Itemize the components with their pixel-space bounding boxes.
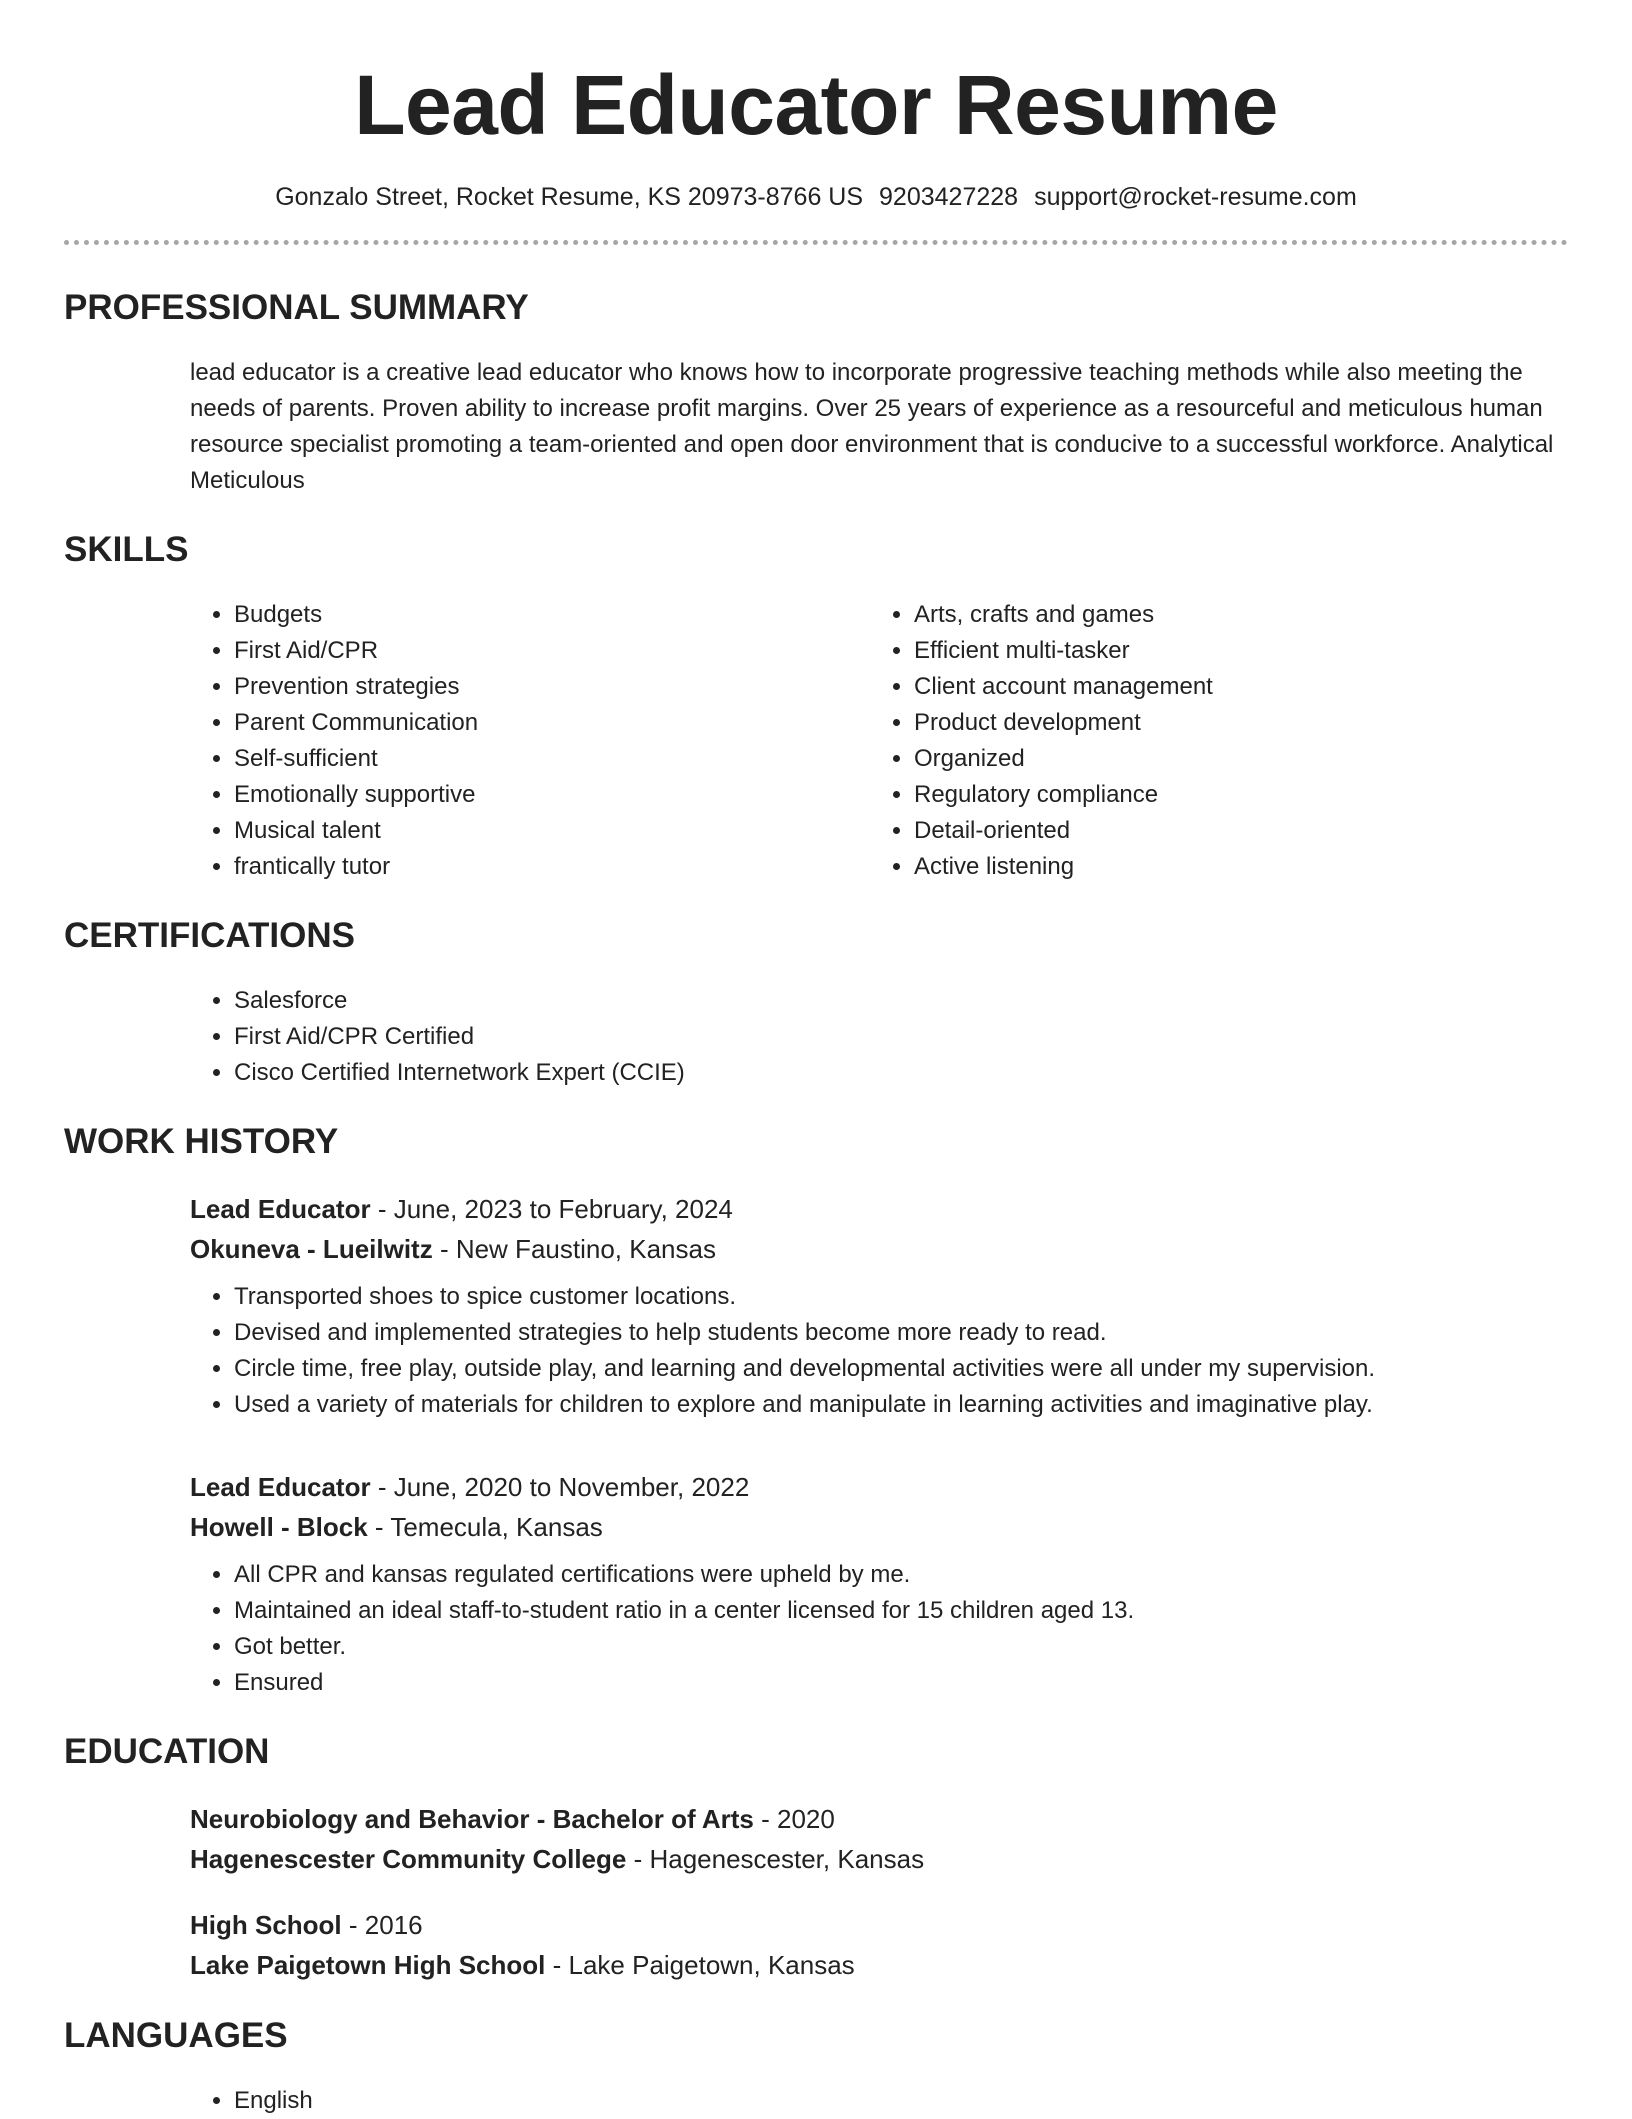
job-title: Lead Educator	[190, 1472, 371, 1502]
list-item: • Emotionally supportive	[234, 777, 870, 813]
list-item: • Devised and implemented strategies to help students become more ready to read.	[234, 1315, 1568, 1351]
education-entry	[190, 1799, 1568, 1879]
job-company: Okuneva - Lueilwitz	[190, 1234, 433, 1264]
list-item: • Cisco Certified Internetwork Expert (CCIE)	[234, 1055, 1568, 1091]
work-history-section	[64, 1121, 1568, 1701]
education-degree-line	[190, 1799, 1568, 1839]
job-title: Lead Educator	[190, 1194, 371, 1224]
languages-section	[64, 2015, 1568, 2119]
job-dates: - June, 2023 to February, 2024	[370, 1194, 733, 1224]
list-item: • Efficient multi-tasker	[914, 633, 1550, 669]
skills-section	[64, 529, 1568, 885]
list-item: • Budgets	[234, 597, 870, 633]
education-year: - 2016	[341, 1910, 423, 1940]
summary-section	[64, 287, 1568, 499]
list-item: • Parent Communication	[234, 705, 870, 741]
list-item: • Client account management	[914, 669, 1550, 705]
list-item: • Arts, crafts and games	[914, 597, 1550, 633]
certifications-heading: CERTIFICATIONS	[64, 916, 356, 955]
languages-body	[64, 2083, 1568, 2119]
work-history-heading: WORK HISTORY	[64, 1122, 339, 1161]
contact-line	[64, 182, 1568, 212]
education-school-line	[190, 1839, 1568, 1879]
certifications-body	[64, 983, 1568, 1091]
certifications-list	[190, 983, 1568, 1091]
job-title-line	[190, 1467, 1568, 1507]
education-entry	[190, 1905, 1568, 1985]
list-item: • First Aid/CPR	[234, 633, 870, 669]
list-item: • Regulatory compliance	[914, 777, 1550, 813]
list-item: • Organized	[914, 741, 1550, 777]
contact-email: support@rocket-resume.com	[1034, 183, 1357, 211]
list-item: • Detail-oriented	[914, 813, 1550, 849]
skills-heading: SKILLS	[64, 530, 189, 569]
list-item: • Used a variety of materials for children to explore and manipulate in learning activities and imaginative play.	[234, 1387, 1568, 1423]
skills-list-right	[870, 597, 1550, 885]
education-degree-line	[190, 1905, 1568, 1945]
job-location: - Temecula, Kansas	[367, 1512, 603, 1542]
summary-heading: PROFESSIONAL SUMMARY	[64, 288, 529, 327]
list-item: • Got better.	[234, 1629, 1568, 1665]
list-item: • Transported shoes to spice customer locations.	[234, 1279, 1568, 1315]
list-item: • Musical talent	[234, 813, 870, 849]
education-degree: High School	[190, 1910, 342, 1940]
contact-address: Gonzalo Street, Rocket Resume, KS 20973-8766 US	[275, 183, 864, 211]
list-item: • Prevention strategies	[234, 669, 870, 705]
summary-text: lead educator is a creative lead educator who knows how to incorporate progressive teaching methods while also meeting the needs of parents. Proven ability to increase profit margins. Over 25 years of experience as a resourceful and meticulous human resource specialist promoting a team-oriented and open door environment that is conducive to a successful workforce. Analytical Meticulous	[190, 359, 1554, 494]
education-school-line	[190, 1945, 1568, 1985]
job-bullets	[190, 1557, 1568, 1701]
summary-body	[64, 355, 1568, 499]
education-section	[64, 1731, 1568, 1985]
list-item: • Salesforce	[234, 983, 1568, 1019]
job-location: - New Faustino, Kansas	[432, 1234, 716, 1264]
education-school: Lake Paigetown High School	[190, 1950, 546, 1980]
list-item: • Active listening	[914, 849, 1550, 885]
education-body	[64, 1799, 1568, 1985]
list-item: • Circle time, free play, outside play, and learning and developmental activities were all under my supervision.	[234, 1351, 1568, 1387]
list-item: • English	[234, 2083, 1568, 2119]
education-degree: Neurobiology and Behavior - Bachelor of Arts	[190, 1804, 754, 1834]
education-school: Hagenescester Community College	[190, 1844, 627, 1874]
list-item: • Ensured	[234, 1665, 1568, 1701]
job-dates: - June, 2020 to November, 2022	[370, 1472, 750, 1502]
skills-list-left	[190, 597, 870, 885]
job-title-line	[190, 1189, 1568, 1229]
job-company: Howell - Block	[190, 1512, 368, 1542]
certifications-section	[64, 915, 1568, 1091]
job-entry	[190, 1189, 1568, 1423]
education-location: - Lake Paigetown, Kansas	[545, 1950, 855, 1980]
list-item: • All CPR and kansas regulated certifications were upheld by me.	[234, 1557, 1568, 1593]
list-item: • frantically tutor	[234, 849, 870, 885]
job-bullets	[190, 1279, 1568, 1423]
page-title: Lead Educator Resume	[354, 58, 1278, 152]
skills-column-left	[190, 597, 870, 885]
education-location: - Hagenescester, Kansas	[626, 1844, 925, 1874]
languages-heading: LANGUAGES	[64, 2016, 288, 2055]
work-history-body	[64, 1189, 1568, 1701]
header-divider	[64, 240, 1568, 245]
skills-grid	[190, 597, 1568, 885]
list-item: • Maintained an ideal staff-to-student ratio in a center licensed for 15 children aged 13.	[234, 1593, 1568, 1629]
education-year: - 2020	[753, 1804, 835, 1834]
job-company-line	[190, 1229, 1568, 1269]
education-heading: EDUCATION	[64, 1732, 270, 1771]
list-item: • Product development	[914, 705, 1550, 741]
job-company-line	[190, 1507, 1568, 1547]
skills-body	[64, 597, 1568, 885]
skills-column-right	[870, 597, 1550, 885]
list-item: • Self-sufficient	[234, 741, 870, 777]
job-entry	[190, 1467, 1568, 1701]
list-item: • First Aid/CPR Certified	[234, 1019, 1568, 1055]
contact-phone: 9203427228	[879, 183, 1019, 211]
languages-list	[190, 2083, 1568, 2119]
